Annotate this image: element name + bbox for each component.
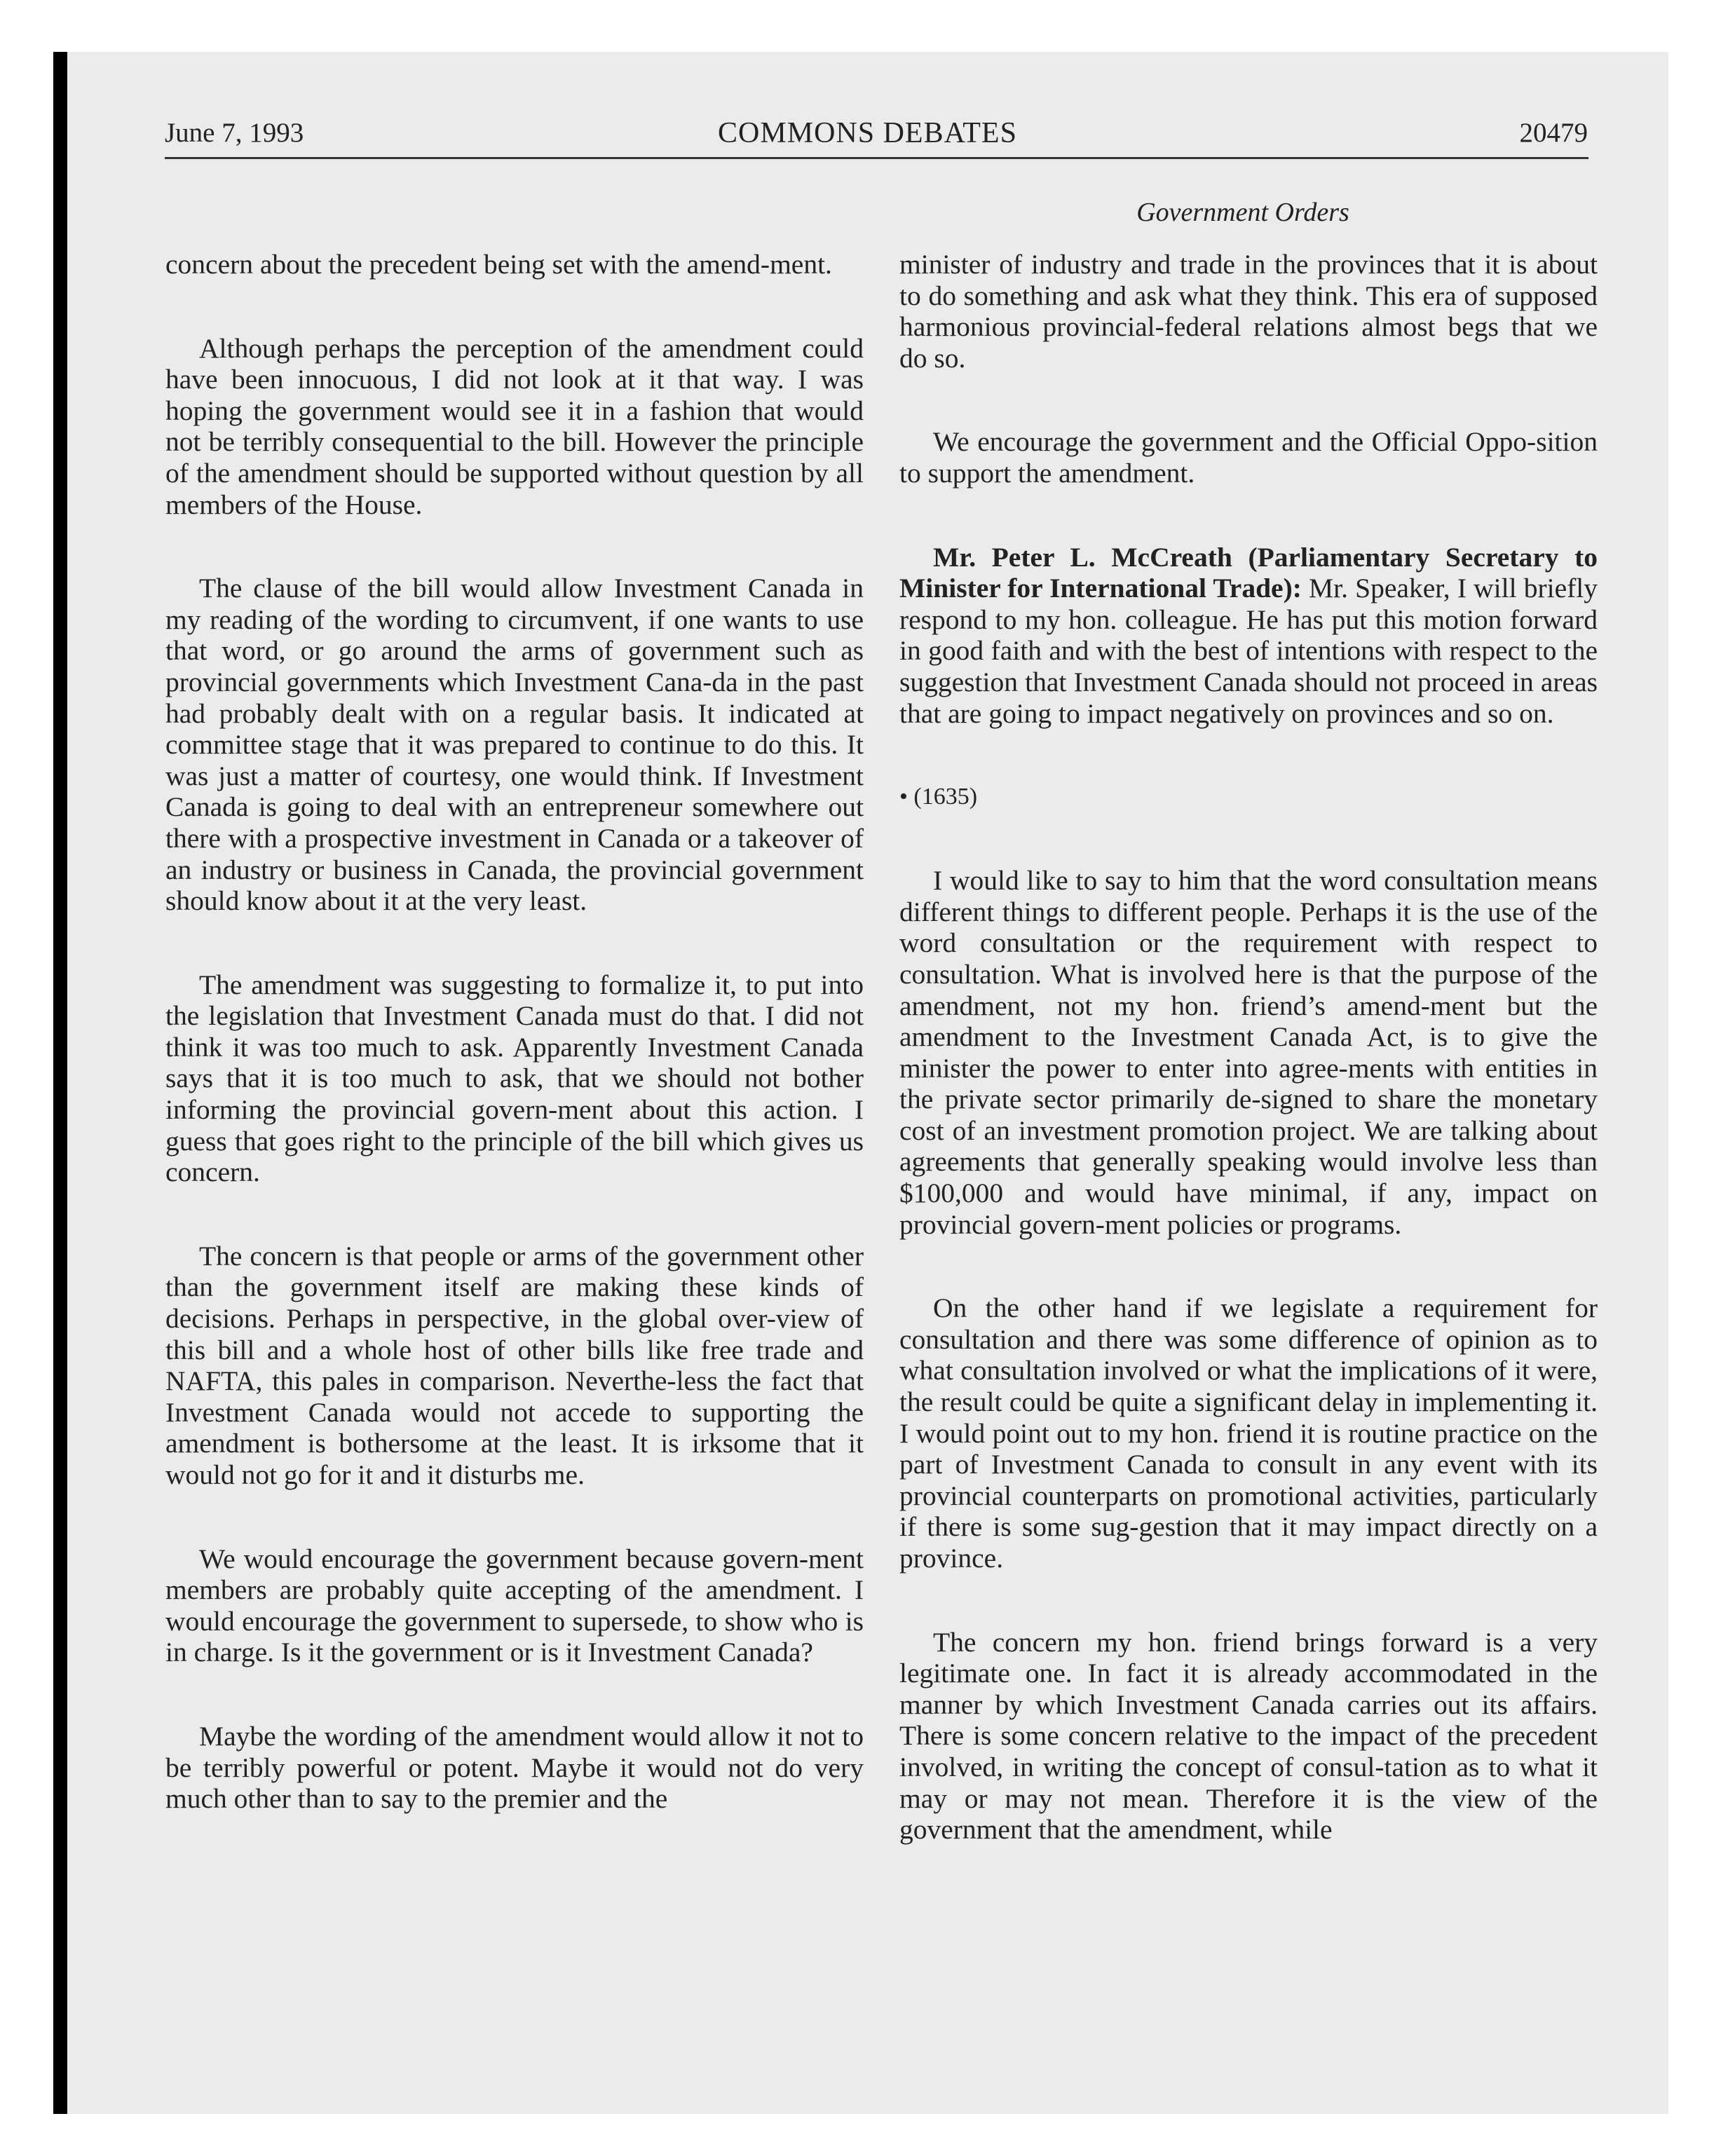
binding-edge — [53, 52, 67, 2114]
paragraph: minister of industry and trade in the provinces that it is about to do something and ask what they think. This era of supposed harmonious provincial-federal relations almost begs that we do so. — [899, 249, 1598, 374]
time-marker: • (1635) — [899, 784, 978, 810]
paragraph: I would like to say to him that the word consultation means different things to different people. Perhaps it is the use of the word consultation or the requirement with respect to consultation. What is involved here is that the purpose of the amendment, not my hon. friend’s amend-ment but the amendment to the Investment Canada Act, is to give the minister the power to enter into agree-ments with entities in the private sector primarily de-signed to share the monetary cost of an investment promotion project. We are talking about agreements that generally speaking would involve less than $100,000 and would have minimal, if any, impact on provincial govern-ment policies or programs. — [899, 865, 1598, 1240]
header-date: June 7, 1993 — [165, 118, 304, 148]
speech-text: Mr. Speaker, I will briefly respond to my hon. colleague. He has put this motion forward in good faith and with the best of intentions with respect to the suggestion that Investment Canada should not proceed in areas that are going to impact negatively on provinces and so on. — [899, 573, 1598, 729]
speaker-name: Mr. Peter L. McCreath (Parliamentary Secretary to Minister for International Trade): — [899, 541, 1598, 604]
paragraph: We encourage the government and the Official Oppo-sition to support the amendment. — [899, 426, 1598, 489]
paragraph: Maybe the wording of the amendment would allow it not to be terribly powerful or potent. Maybe it would not do very much other than to say to the premier and the — [165, 1720, 864, 1815]
header-page-number: 20479 — [1519, 118, 1588, 148]
header-title: COMMONS DEBATES — [718, 117, 1017, 149]
paragraph: The clause of the bill would allow Investment Canada in my reading of the wording to circumvent, if one wants to use that word, or go around the arms of government such as provincial governments which Investment Cana-da in the past had probably dealt with on a regular basis. It indicated at committee stage that it was prepared to continue to do this. It was just a matter of courtesy, one would think. If Investment Canada is going to deal with an entrepreneur somewhere out there with a prospective investment in Canada or a takeover of an industry or business in Canada, the provincial government should know about it at the very least. — [165, 573, 864, 917]
paragraph: The concern my hon. friend brings forward is a very legitimate one. In fact it is already accommodated in the manner by which Investment Canada carries out its affairs. There is some concern relative to the impact of the precedent involved, in writing the concept of consul-tation as to what it may or may not mean. Therefore it is the view of the government that the amendment, while — [899, 1626, 1598, 1845]
left-column — [165, 249, 864, 1867]
paragraph: We would encourage the government because govern-ment members are probably quite accepting of the amendment. I would encourage the government to supersede, to show who is in charge. Is it the government or is it Investment Canada? — [165, 1543, 864, 1668]
header-rule — [165, 157, 1588, 159]
paragraph: The concern is that people or arms of the government other than the government itself are making these kinds of decisions. Perhaps in perspective, in the global over-view of this bill and a whole host of other bills like free trade and NAFTA, this pales in comparison. Neverthe-less the fact that Investment Canada would not accede to supporting the amendment is bothersome at the least. It is irksome that it would not go for it and it disturbs me. — [165, 1240, 864, 1490]
paragraph: The amendment was suggesting to formalize it, to put into the legislation that Investment Canada must do that. I did not think it was too much to ask. Apparently Investment Canada says that it is too much to ask, that we should not bother informing the provincial govern-ment about this action. I guess that goes right to the principle of the bill which gives us concern. — [165, 969, 864, 1188]
paragraph: On the other hand if we legislate a requirement for consultation and there was some difference of opinion as to what consultation involved or what the implications of it were, the result could be quite a significant delay in implementing it. I would point out to my hon. friend it is routine practice on the part of Investment Canada to consult in any event with its provincial counterparts on promotional activities, particularly if there is some sug-gestion that it may impact directly on a province. — [899, 1292, 1598, 1574]
right-column — [899, 249, 1598, 1898]
paragraph: Although perhaps the perception of the amendment could have been innocuous, I did not look at it that way. I was hoping the government would see it in a fashion that would not be terribly consequential to the bill. However the principle of the amendment should be supported without question by all members of the House. — [165, 332, 864, 520]
paragraph: concern about the precedent being set with the amend-ment. — [165, 249, 832, 280]
speech-paragraph — [899, 542, 1598, 730]
section-heading: Government Orders — [1136, 198, 1349, 227]
